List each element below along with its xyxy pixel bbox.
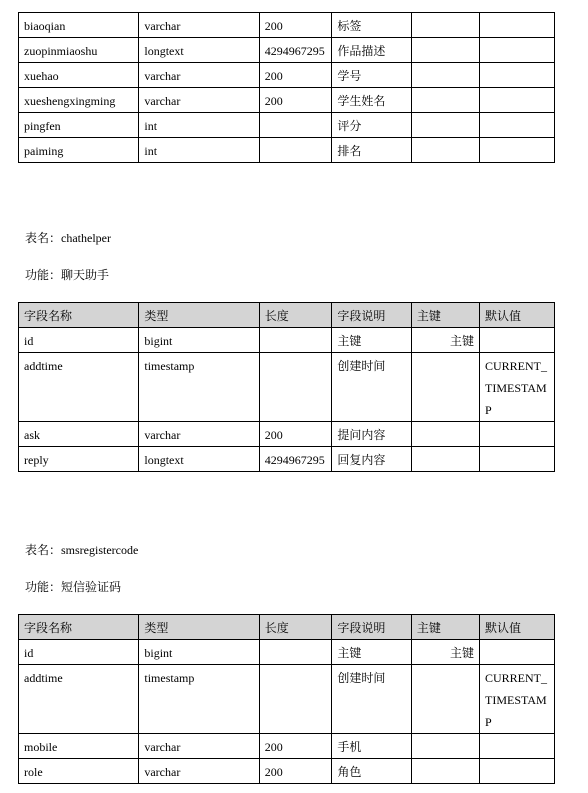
column-header-default: 默认值 xyxy=(480,303,555,328)
length-cell xyxy=(259,353,332,422)
default-cell: CURRENT_TIMESTAMP xyxy=(480,353,555,422)
description-cell: 角色 xyxy=(332,759,411,784)
description-cell: 主键 xyxy=(332,328,411,353)
table-row xyxy=(19,38,555,63)
column-header-default: 默认值 xyxy=(480,615,555,640)
pk-cell xyxy=(411,447,479,472)
field-name-cell: biaoqian xyxy=(19,13,139,38)
length-cell xyxy=(259,113,332,138)
field-name-cell: addtime xyxy=(19,665,139,734)
default-cell xyxy=(480,63,555,88)
pk-cell xyxy=(411,665,479,734)
field-name-cell: id xyxy=(19,640,139,665)
type-cell: int xyxy=(139,113,259,138)
length-cell xyxy=(259,640,332,665)
column-header-field-name: 字段名称 xyxy=(19,303,139,328)
length-cell xyxy=(259,665,332,734)
function-label: 功能：聊天助手 xyxy=(25,268,110,282)
default-cell xyxy=(480,447,555,472)
length-cell xyxy=(259,328,332,353)
table-chathelper xyxy=(18,302,555,472)
table-name-label: 表名：smsregistercode xyxy=(25,543,139,557)
length-cell: 200 xyxy=(259,422,332,447)
description-cell: 回复内容 xyxy=(332,447,411,472)
table-fields-continued xyxy=(18,12,555,163)
length-cell xyxy=(259,138,332,163)
field-name-cell: pingfen xyxy=(19,113,139,138)
length-cell: 4294967295 xyxy=(259,447,332,472)
table-row xyxy=(19,734,555,759)
field-name-cell: ask xyxy=(19,422,139,447)
field-name-cell: id xyxy=(19,328,139,353)
pk-cell xyxy=(411,63,479,88)
field-name-cell: xueshengxingming xyxy=(19,88,139,113)
table-header-row xyxy=(19,303,555,328)
type-cell: timestamp xyxy=(139,665,259,734)
pk-cell xyxy=(411,759,479,784)
description-cell: 作品描述 xyxy=(332,38,411,63)
default-cell xyxy=(480,640,555,665)
description-cell: 标签 xyxy=(332,13,411,38)
pk-cell xyxy=(411,138,479,163)
function-label: 功能：短信验证码 xyxy=(25,580,122,594)
pk-cell xyxy=(411,88,479,113)
length-cell: 4294967295 xyxy=(259,38,332,63)
table-row xyxy=(19,447,555,472)
default-cell xyxy=(480,734,555,759)
default-cell xyxy=(480,13,555,38)
default-cell xyxy=(480,328,555,353)
column-header-pk: 主键 xyxy=(411,615,479,640)
table-body xyxy=(19,13,555,163)
description-cell: 评分 xyxy=(332,113,411,138)
type-cell: varchar xyxy=(139,88,259,113)
pk-cell: 主键 xyxy=(411,328,479,353)
pk-cell xyxy=(411,113,479,138)
table-row xyxy=(19,353,555,422)
table-row xyxy=(19,422,555,447)
field-name-cell: role xyxy=(19,759,139,784)
type-cell: bigint xyxy=(139,640,259,665)
table-row xyxy=(19,665,555,734)
description-cell: 提问内容 xyxy=(332,422,411,447)
type-cell: varchar xyxy=(139,13,259,38)
field-name-cell: zuopinmiaoshu xyxy=(19,38,139,63)
type-cell: varchar xyxy=(139,422,259,447)
table-row xyxy=(19,759,555,784)
type-cell: int xyxy=(139,138,259,163)
column-header-description: 字段说明 xyxy=(332,615,411,640)
type-cell: varchar xyxy=(139,63,259,88)
table-name-label: 表名：chathelper xyxy=(25,231,111,245)
length-cell: 200 xyxy=(259,759,332,784)
length-cell: 200 xyxy=(259,63,332,88)
field-name-cell: reply xyxy=(19,447,139,472)
length-cell: 200 xyxy=(259,734,332,759)
column-header-type: 类型 xyxy=(139,615,259,640)
type-cell: timestamp xyxy=(139,353,259,422)
default-cell: CURRENT_TIMESTAMP xyxy=(480,665,555,734)
length-cell: 200 xyxy=(259,13,332,38)
table-row xyxy=(19,13,555,38)
table-row xyxy=(19,113,555,138)
description-cell: 主键 xyxy=(332,640,411,665)
description-cell: 创建时间 xyxy=(332,665,411,734)
table-row xyxy=(19,63,555,88)
default-cell xyxy=(480,422,555,447)
column-header-description: 字段说明 xyxy=(332,303,411,328)
column-header-length: 长度 xyxy=(259,303,332,328)
pk-cell xyxy=(411,734,479,759)
type-cell: longtext xyxy=(139,38,259,63)
type-cell: varchar xyxy=(139,734,259,759)
field-name-cell: paiming xyxy=(19,138,139,163)
default-cell xyxy=(480,138,555,163)
default-cell xyxy=(480,88,555,113)
pk-cell xyxy=(411,353,479,422)
default-cell xyxy=(480,113,555,138)
pk-cell xyxy=(411,422,479,447)
table-row xyxy=(19,640,555,665)
table-smsregistercode xyxy=(18,614,555,784)
pk-cell xyxy=(411,38,479,63)
type-cell: longtext xyxy=(139,447,259,472)
length-cell: 200 xyxy=(259,88,332,113)
table-row xyxy=(19,328,555,353)
column-header-pk: 主键 xyxy=(411,303,479,328)
table-header-row xyxy=(19,615,555,640)
description-cell: 创建时间 xyxy=(332,353,411,422)
description-cell: 学号 xyxy=(332,63,411,88)
default-cell xyxy=(480,38,555,63)
description-cell: 学生姓名 xyxy=(332,88,411,113)
field-name-cell: mobile xyxy=(19,734,139,759)
table-row xyxy=(19,88,555,113)
field-name-cell: addtime xyxy=(19,353,139,422)
description-cell: 排名 xyxy=(332,138,411,163)
description-cell: 手机 xyxy=(332,734,411,759)
type-cell: bigint xyxy=(139,328,259,353)
field-name-cell: xuehao xyxy=(19,63,139,88)
pk-cell: 主键 xyxy=(411,640,479,665)
type-cell: varchar xyxy=(139,759,259,784)
column-header-field-name: 字段名称 xyxy=(19,615,139,640)
column-header-type: 类型 xyxy=(139,303,259,328)
column-header-length: 长度 xyxy=(259,615,332,640)
table-row xyxy=(19,138,555,163)
default-cell xyxy=(480,759,555,784)
pk-cell xyxy=(411,13,479,38)
